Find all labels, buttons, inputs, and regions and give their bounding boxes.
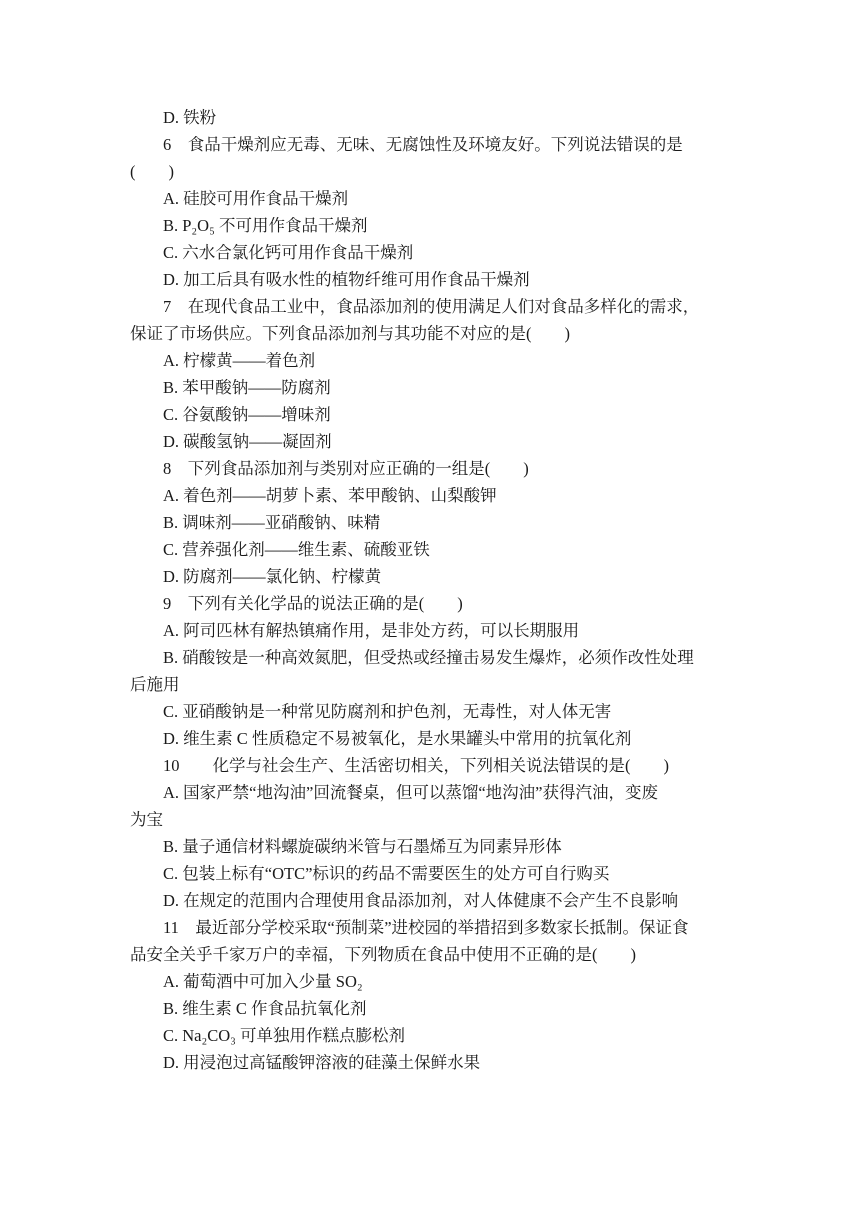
q8-option-d: D. 防腐剂——氯化钠、柠檬黄 (163, 567, 382, 586)
q8-option-b: B. 调味剂——亚硝酸钠、味精 (163, 513, 381, 532)
q6-stem: 6 食品干燥剂应无毒、无味、无腐蚀性及环境友好。下列说法错误的是 (163, 135, 683, 154)
q6-option-d: D. 加工后具有吸水性的植物纤维可用作食品干燥剂 (163, 270, 530, 289)
q6-option-a: A. 硅胶可用作食品干燥剂 (163, 189, 349, 208)
q9-option-c: C. 亚硝酸钠是一种常见防腐剂和护色剂，无毒性，对人体无害 (163, 702, 612, 721)
q10-option-c: C. 包装上标有“OTC”标识的药品不需要医生的处方可自行购买 (163, 864, 610, 883)
q11-option-d: D. 用浸泡过高锰酸钾溶液的硅藻土保鲜水果 (163, 1053, 481, 1072)
q11-option-b: B. 维生素 C 作食品抗氧化剂 (163, 999, 367, 1018)
q10-option-a-cont: 为宝 (130, 810, 163, 829)
q8-option-c: C. 营养强化剂——维生素、硫酸亚铁 (163, 540, 430, 559)
q9-stem: 9 下列有关化学品的说法正确的是( ) (163, 594, 463, 613)
q11-stem: 11 最近部分学校采取“预制菜”进校园的举措招到多数家长抵制。保证食 (163, 918, 689, 937)
q10-option-d: D. 在规定的范围内合理使用食品添加剂，对人体健康不会产生不良影响 (163, 891, 679, 910)
q6-option-c: C. 六水合氯化钙可用作食品干燥剂 (163, 243, 414, 262)
q7-option-a: A. 柠檬黄——着色剂 (163, 351, 316, 370)
q10-stem: 10 化学与社会生产、生活密切相关，下列相关说法错误的是( ) (163, 756, 669, 775)
q7-option-d: D. 碳酸氢钠——凝固剂 (163, 432, 332, 451)
q5-option-d: D. 铁粉 (163, 108, 217, 127)
q9-option-a: A. 阿司匹林有解热镇痛作用，是非处方药，可以长期服用 (163, 621, 580, 640)
q9-option-b: B. 硝酸铵是一种高效氮肥，但受热或经撞击易发生爆炸，必须作改性处理 (163, 648, 694, 667)
q7-option-b: B. 苯甲酸钠——防腐剂 (163, 378, 331, 397)
q8-option-a: A. 着色剂——胡萝卜素、苯甲酸钠、山梨酸钾 (163, 486, 497, 505)
q7-stem-cont: 保证了市场供应。下列食品添加剂与其功能不对应的是( ) (130, 324, 570, 343)
q6-stem-cont: ( ) (130, 162, 174, 181)
q7-option-c: C. 谷氨酸钠——增味剂 (163, 405, 331, 424)
q11-stem-cont: 品安全关乎千家万户的幸福，下列物质在食品中使用不正确的是( ) (130, 945, 636, 964)
q7-stem: 7 在现代食品工业中，食品添加剂的使用满足人们对食品多样化的需求， (163, 297, 700, 316)
q8-stem: 8 下列食品添加剂与类别对应正确的一组是( ) (163, 459, 529, 478)
q11-option-c: C. Na₂CO₃ 可单独用作糕点膨松剂 (163, 1026, 406, 1045)
q6-option-b: B. P₂O₅ 不可用作食品干燥剂 (163, 216, 368, 235)
q9-option-d: D. 维生素 C 性质稳定不易被氧化，是水果罐头中常用的抗氧化剂 (163, 729, 632, 748)
q9-option-b-cont: 后施用 (130, 675, 180, 694)
q11-option-a: A. 葡萄酒中可加入少量 SO₂ (163, 972, 363, 991)
q10-option-a: A. 国家严禁“地沟油”回流餐桌，但可以蒸馏“地沟油”获得汽油，变废 (163, 783, 658, 802)
q10-option-b: B. 量子通信材料螺旋碳纳米管与石墨烯互为同素异形体 (163, 837, 562, 856)
